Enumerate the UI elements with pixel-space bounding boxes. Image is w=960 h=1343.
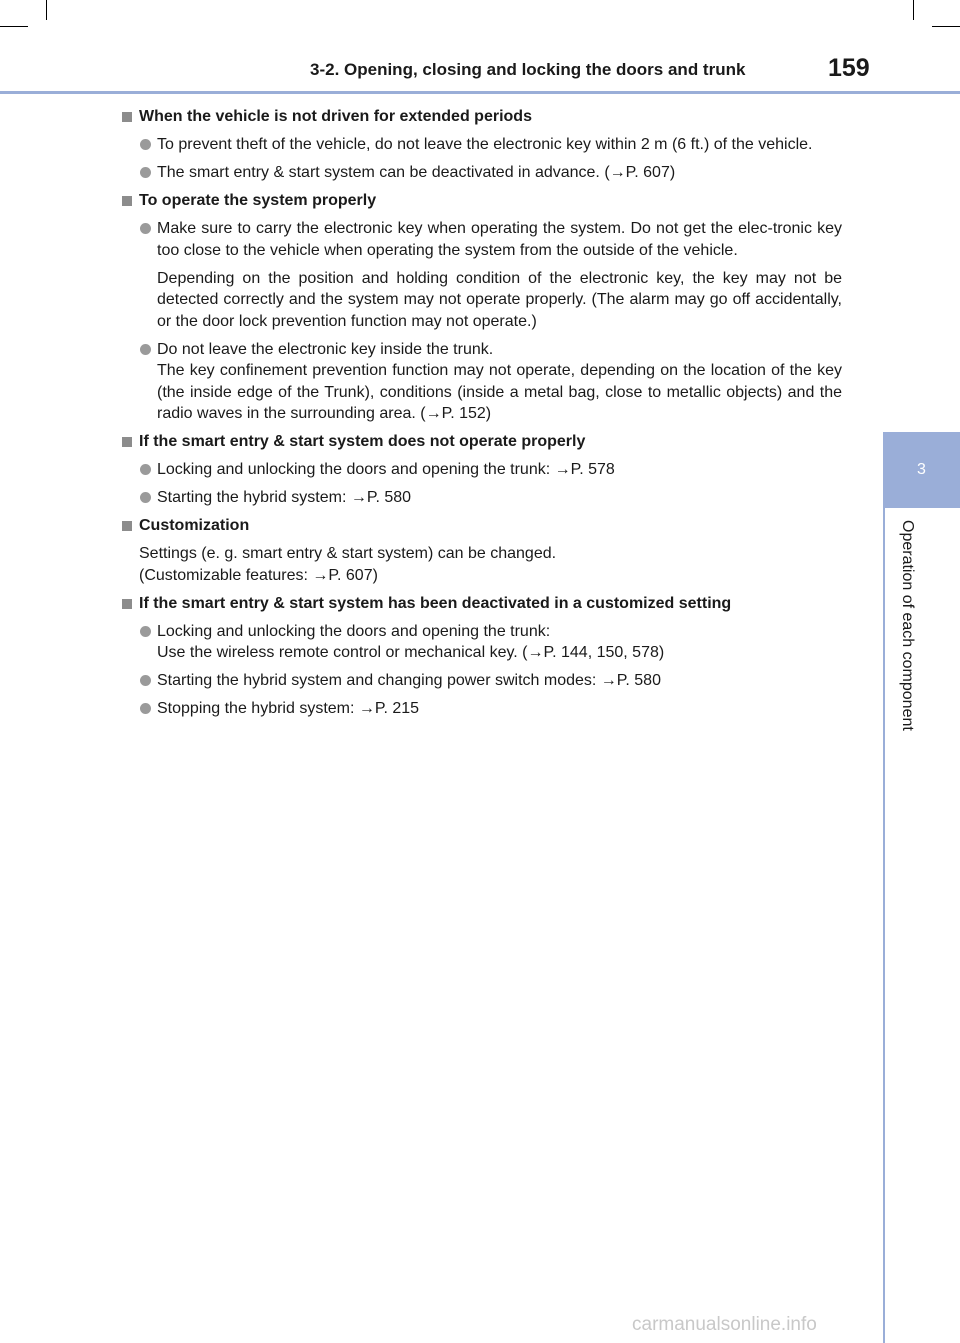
- circle-bullet-icon: [140, 464, 151, 475]
- section-heading: [120, 515, 842, 537]
- page-header-title: 3-2. Opening, closing and locking the doors and trunk: [310, 60, 746, 79]
- circle-bullet-icon: [140, 139, 151, 150]
- list-item-text: Use the wireless remote control or mechanical key. (→P. 144, 150, 578): [157, 644, 665, 661]
- list-item: [120, 670, 842, 692]
- section-text-line: (Customizable features: →P. 607): [139, 566, 378, 584]
- crop-mark: [46, 0, 47, 20]
- list-item-text: Starting the hybrid system: →P. 580: [157, 489, 412, 506]
- section-heading-text: Customization: [139, 517, 250, 534]
- section-heading-text: If the smart entry & start system does not operate properly: [139, 433, 586, 450]
- list-item-text: The key confinement prevention function may not operate, depending on the location of the key (the inside edge of the Trunk), conditions (inside a metal bag, close to metallic objects) and the radio waves in the surrounding area. (→P. 152): [157, 362, 842, 422]
- section-deactivated: [120, 593, 842, 720]
- section-text-line: Settings (e. g. smart entry & start system) can be changed.: [139, 545, 557, 562]
- square-bullet-icon: [122, 437, 132, 447]
- section-customization: [120, 515, 842, 586]
- circle-bullet-icon: [140, 344, 151, 355]
- circle-bullet-icon: [140, 223, 151, 234]
- page-content: [120, 106, 842, 726]
- list-item-text: The smart entry & start system can be deactivated in advance. (→P. 607): [157, 164, 676, 181]
- circle-bullet-icon: [140, 626, 151, 637]
- list-item-note: Depending on the position and holding condition of the electronic key, the key may not be detected correctly and the system may not operate properly. (The alarm may go off accidentally, or the door lock prevention function may not operate.): [157, 269, 842, 330]
- section-heading-text: If the smart entry & start system has been deactivated in a customized setting: [139, 594, 732, 612]
- section-heading-text: To operate the system properly: [139, 192, 377, 209]
- watermark: carmanualsonline.info: [632, 1314, 817, 1335]
- chapter-title: Operation of each component: [899, 520, 916, 731]
- section-heading: [120, 431, 842, 453]
- circle-bullet-icon: [140, 167, 151, 178]
- list-item: [120, 621, 842, 664]
- list-item: [120, 698, 842, 720]
- square-bullet-icon: [122, 599, 132, 609]
- square-bullet-icon: [122, 196, 132, 206]
- list-item-text: To prevent theft of the vehicle, do not leave the electronic key within 2 m (6 ft.) of the vehicle.: [157, 136, 813, 153]
- list-item-text: Locking and unlocking the doors and opening the trunk:: [157, 622, 551, 640]
- list-item: [120, 162, 842, 184]
- section-not-operate: [120, 431, 842, 509]
- section-heading-text: When the vehicle is not driven for extended periods: [139, 108, 532, 125]
- crop-mark: [0, 26, 28, 27]
- list-item-text: Do not leave the electronic key inside the trunk.: [157, 340, 494, 358]
- list-item-text: Stopping the hybrid system: →P. 215: [157, 700, 420, 717]
- crop-mark: [913, 0, 914, 20]
- list-item-text: Locking and unlocking the doors and opening the trunk: →P. 578: [157, 461, 615, 478]
- crop-mark: [932, 26, 960, 27]
- circle-bullet-icon: [140, 703, 151, 714]
- section-extended-periods: [120, 106, 842, 184]
- list-item: [120, 134, 842, 156]
- header-rule: [0, 91, 960, 94]
- list-item: [120, 339, 842, 425]
- chapter-tab-line: [883, 508, 885, 1343]
- list-item-text: Starting the hybrid system and changing power switch modes: →P. 580: [157, 672, 661, 689]
- chapter-number: 3: [917, 461, 926, 478]
- list-item: [120, 459, 842, 481]
- square-bullet-icon: [122, 521, 132, 531]
- page-number: 159: [828, 54, 870, 82]
- square-bullet-icon: [122, 112, 132, 122]
- circle-bullet-icon: [140, 675, 151, 686]
- section-heading: [120, 190, 842, 212]
- list-item: [120, 487, 842, 509]
- chapter-tab: [883, 432, 960, 508]
- section-operate-properly: [120, 190, 842, 425]
- section-heading: [120, 593, 842, 615]
- section-heading: [120, 106, 842, 128]
- circle-bullet-icon: [140, 492, 151, 503]
- list-item-text: Make sure to carry the electronic key when operating the system. Do not get the elec-tronic key too close to the vehicle when operating the system from the outside of the vehicle.: [157, 220, 842, 259]
- section-text: [120, 543, 842, 586]
- list-item: [120, 218, 842, 261]
